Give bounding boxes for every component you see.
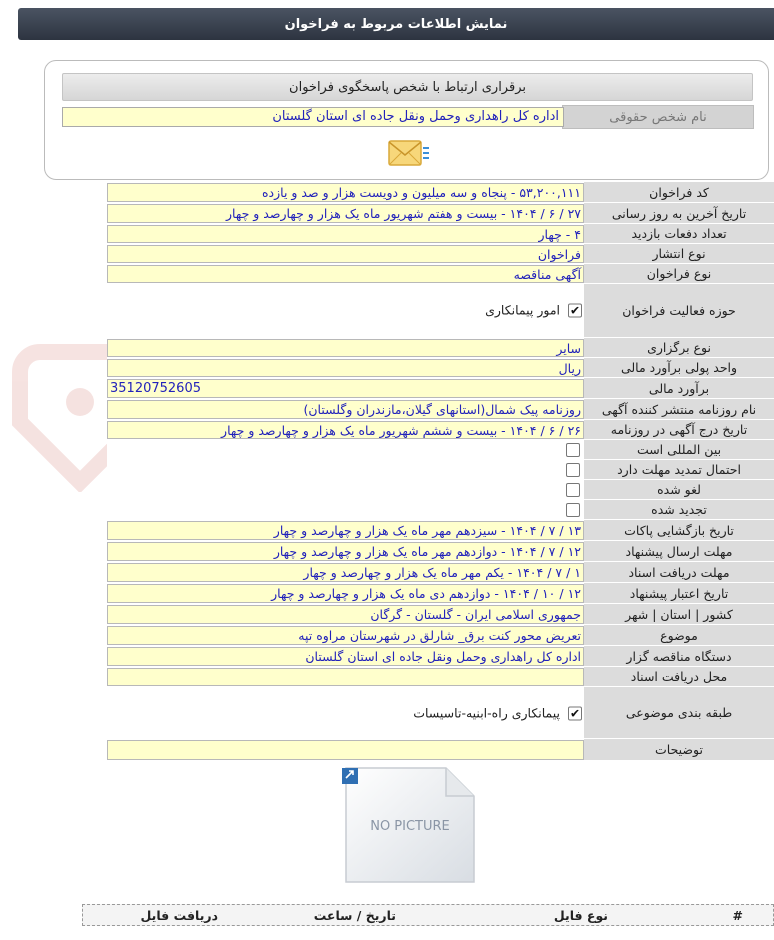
files-col-number: # (732, 907, 743, 923)
holding-type-label: نوع برگزاری (584, 338, 774, 358)
files-col-type: نوع فایل (553, 907, 608, 923)
holding-type-value: سایر (107, 339, 584, 357)
row-last-update (107, 203, 774, 224)
tender-code-value: ۵۳,۲۰۰,۱۱۱ - پنجاه و سه میلیون و دویست هزار و صد و یازده (107, 183, 584, 202)
row-currency (107, 358, 774, 378)
page-header (18, 8, 774, 40)
row-organizer (107, 646, 774, 667)
opening-date-label: تاریخ بازگشایی پاکات (584, 520, 774, 541)
last-update-value: ۲۷ / ۶ / ۱۴۰۴ - بیست و هفتم شهریور ماه یک هزار و چهارصد و چهار (107, 204, 584, 223)
publish-type-value: فراخوان (107, 245, 584, 263)
renewed-label: تجدید شده (584, 500, 774, 520)
page-title: نمایش اطلاعات مربوط به فراخوان (284, 16, 508, 32)
row-document-place (107, 667, 774, 687)
international-label: بین المللی است (584, 440, 774, 460)
legal-person-value: اداره کل راهداری وحمل ونقل جاده ای استان گلستان (62, 107, 564, 127)
row-renewed (107, 500, 774, 520)
document-place-label: محل دریافت اسناد (584, 667, 774, 687)
row-activity-scope (107, 284, 774, 338)
activity-contracting-text: امور پیمانکاری (485, 302, 560, 318)
no-picture-text: NO PICTURE (370, 819, 450, 834)
document-deadline-label: مهلت دریافت اسناد (584, 562, 774, 583)
last-update-label: تاریخ آخرین به روز رسانی (584, 203, 774, 224)
row-tender-type (107, 264, 774, 284)
row-extension (107, 460, 774, 480)
contact-responsible-button[interactable] (62, 73, 753, 101)
row-validity-date (107, 583, 774, 604)
location-label: کشور | استان | شهر (584, 604, 774, 625)
files-table-header (82, 904, 774, 926)
newspaper-date-label: تاریخ درج آگهی در روزنامه (584, 420, 774, 440)
estimate-value: 35120752605 (107, 379, 584, 398)
envelope-icon[interactable] (385, 137, 431, 171)
submission-deadline-label: مهلت ارسال پیشنهاد (584, 541, 774, 562)
tender-type-value: آگهی مناقصه (107, 265, 584, 283)
newspaper-value: روزنامه پیک شمال(استانهای گیلان،مازندران وگلستان) (107, 400, 584, 419)
tender-type-label: نوع فراخوان (584, 264, 774, 284)
row-cancelled (107, 480, 774, 500)
row-international (107, 440, 774, 460)
category-road-text: پیمانکاری راه-ابنیه-تاسیسات (413, 705, 560, 721)
estimate-label: برآورد مالی (584, 378, 774, 399)
description-value (107, 740, 584, 760)
row-document-deadline (107, 562, 774, 583)
contact-button-label: برقراری ارتباط با شخص پاسخگوی فراخوان (289, 79, 526, 95)
row-opening-date (107, 520, 774, 541)
document-place-value (107, 668, 584, 686)
visit-count-label: تعداد دفعات بازدید (584, 224, 774, 244)
currency-label: واحد پولی برآورد مالی (584, 358, 774, 378)
description-label: توضیحات (584, 739, 774, 761)
category-road-checkbox[interactable]: ✔ (569, 706, 581, 720)
row-location (107, 604, 774, 625)
row-description (107, 739, 774, 761)
cancelled-label: لغو شده (584, 480, 774, 500)
subject-value: تعریض محور کنت برق_ شارلق در شهرستان مراوه تپه (107, 626, 584, 645)
category-label: طبقه بندی موضوعی (584, 687, 774, 739)
validity-date-value: ۱۲ / ۱۰ / ۱۴۰۴ - دوازدهم دی ماه یک هزار و چهارصد و چهار (107, 584, 584, 603)
renewed-checkbox[interactable] (566, 503, 580, 517)
row-subject (107, 625, 774, 646)
location-value: جمهوری اسلامی ایران - گلستان - گرگان (107, 605, 584, 624)
row-submission-deadline (107, 541, 774, 562)
newspaper-label: نام روزنامه منتشر کننده آگهی (584, 399, 774, 420)
row-category (107, 687, 774, 739)
newspaper-date-value: ۲۶ / ۶ / ۱۴۰۴ - بیست و ششم شهریور ماه یک هزار و چهارصد و چهار (107, 421, 584, 439)
activity-scope-label: حوزه فعالیت فراخوان (584, 284, 774, 338)
validity-date-label: تاریخ اعتبار پیشنهاد (584, 583, 774, 604)
subject-label: موضوع (584, 625, 774, 646)
files-col-date: تاریخ / ساعت (313, 907, 396, 923)
row-newspaper (107, 399, 774, 420)
international-checkbox[interactable] (566, 443, 580, 457)
document-deadline-value: ۱ / ۷ / ۱۴۰۴ - یکم مهر ماه یک هزار و چهارصد و چهار (107, 563, 584, 582)
contact-panel (44, 60, 769, 180)
row-holding-type (107, 338, 774, 358)
row-publish-type (107, 244, 774, 264)
extension-checkbox[interactable] (566, 463, 580, 477)
currency-value: ریال (107, 359, 584, 377)
submission-deadline-value: ۱۲ / ۷ / ۱۴۰۴ - دوازدهم مهر ماه یک هزار و چهارصد و چهار (107, 542, 584, 561)
extension-label: احتمال تمدید مهلت دارد (584, 460, 774, 480)
cancelled-checkbox[interactable] (566, 483, 580, 497)
publish-type-label: نوع انتشار (584, 244, 774, 264)
tender-code-label: کد فراخوان (584, 182, 774, 203)
row-newspaper-date (107, 420, 774, 440)
no-picture-image (338, 764, 478, 886)
organizer-label: دستگاه مناقصه گزار (584, 646, 774, 667)
row-estimate (107, 378, 774, 399)
row-tender-code (107, 182, 774, 203)
activity-contracting-checkbox[interactable]: ✔ (569, 303, 581, 317)
legal-person-label: نام شخص حقوقی (562, 105, 754, 129)
opening-date-value: ۱۳ / ۷ / ۱۴۰۴ - سیزدهم مهر ماه یک هزار و چهارصد و چهار (107, 521, 584, 540)
visit-count-value: ۴ - چهار (107, 225, 584, 243)
tender-details-table (107, 182, 774, 761)
files-col-download: دریافت فایل (140, 907, 218, 923)
row-visit-count (107, 224, 774, 244)
organizer-value: اداره کل راهداری وحمل ونقل جاده ای استان گلستان (107, 647, 584, 666)
